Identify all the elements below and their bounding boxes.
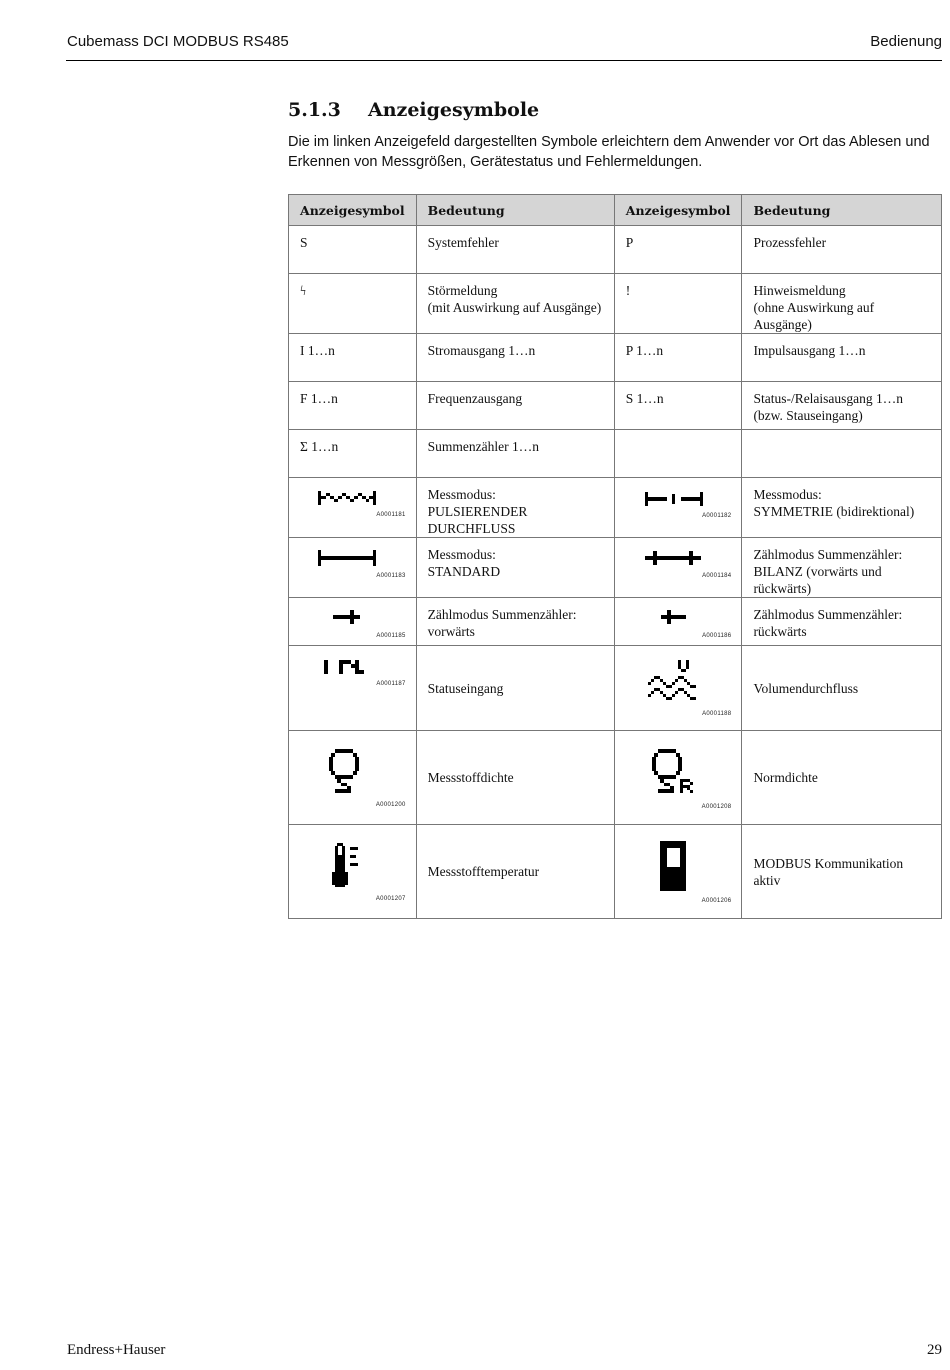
balance-icon bbox=[645, 550, 701, 566]
icon-cell bbox=[614, 731, 742, 825]
icon-cell bbox=[614, 825, 742, 919]
figure-code: A0001183 bbox=[376, 573, 406, 579]
figure-code: A0001186 bbox=[702, 633, 732, 639]
meaning-line: Systemfehler bbox=[427, 235, 499, 250]
meaning-line: Impulsausgang 1…n bbox=[753, 343, 866, 358]
header-divider bbox=[66, 60, 942, 61]
meaning-cell bbox=[742, 598, 942, 646]
meaning-line: Zählmodus Summenzähler: bbox=[753, 547, 903, 562]
figure-code: A0001206 bbox=[701, 898, 732, 904]
meaning-cell bbox=[742, 382, 942, 430]
table-row bbox=[289, 825, 942, 919]
column-header: Anzeigesymbol bbox=[614, 195, 742, 226]
symbol-cell: P bbox=[614, 226, 742, 274]
section-heading bbox=[288, 99, 539, 121]
figure-code: A0001185 bbox=[376, 633, 406, 639]
table-row bbox=[289, 731, 942, 825]
icon-cell bbox=[614, 478, 742, 538]
symbol-cell: S bbox=[289, 226, 417, 274]
meaning-cell: Normdichte bbox=[742, 731, 942, 825]
symbol-cell: S 1…n bbox=[614, 382, 742, 430]
meaning-cell bbox=[416, 478, 614, 538]
meaning-line: Summenzähler 1…n bbox=[427, 439, 539, 454]
meaning-cell bbox=[742, 478, 942, 538]
meaning-line: Status-/Relaisausgang 1…n bbox=[753, 391, 904, 406]
table-row bbox=[289, 538, 942, 598]
symbol-cell: I 1…n bbox=[289, 334, 417, 382]
meaning-line: Messmodus: bbox=[753, 487, 822, 502]
icon-cell bbox=[289, 538, 417, 598]
figure-code: A0001181 bbox=[376, 512, 406, 518]
section-number: 5.1.3 bbox=[288, 99, 341, 121]
section-title: Anzeigesymbole bbox=[368, 99, 540, 121]
meaning-line: Stromausgang 1…n bbox=[427, 343, 536, 358]
meaning-line: Zählmodus Summenzähler: bbox=[753, 607, 903, 622]
column-header: Bedeutung bbox=[416, 195, 614, 226]
meaning-line: (bzw. Stauseingang) bbox=[753, 408, 863, 423]
density-icon bbox=[329, 749, 361, 793]
table-row bbox=[289, 274, 942, 334]
table-row bbox=[289, 478, 942, 538]
meaning-cell bbox=[416, 538, 614, 598]
intro-paragraph: Die im linken Anzeigefeld dargestellten Symbole erleichtern dem Anwender vor Ort das Ablesen und Erkennen von Messgrößen, Gerätestatus und Fehlermeldungen. bbox=[288, 134, 930, 170]
icon-cell bbox=[614, 538, 742, 598]
table-row bbox=[289, 646, 942, 731]
meaning-line: BILANZ (vorwärts und rückwärts) bbox=[753, 564, 882, 596]
meaning-cell: Statuseingang bbox=[416, 646, 614, 731]
header-chapter: Bedienung bbox=[870, 33, 942, 50]
table-row bbox=[289, 382, 942, 430]
thermometer-icon bbox=[332, 843, 360, 887]
figure-code: A0001208 bbox=[701, 804, 732, 810]
icon-cell bbox=[289, 598, 417, 646]
reference-density-icon bbox=[652, 749, 694, 793]
table-row bbox=[289, 430, 942, 478]
meaning-cell bbox=[742, 274, 942, 334]
meaning-line: Messmodus: bbox=[427, 487, 496, 502]
modbus-icon bbox=[660, 841, 686, 891]
volume-flow-icon bbox=[648, 660, 696, 706]
meaning-cell bbox=[742, 430, 942, 478]
symbol-cell: ! bbox=[614, 274, 742, 334]
pulsating-flow-icon bbox=[318, 491, 376, 505]
meaning-cell bbox=[742, 334, 942, 382]
meaning-cell: Messstofftemperatur bbox=[416, 825, 614, 919]
meaning-line: (mit Auswirkung auf Ausgänge) bbox=[427, 300, 602, 315]
icon-cell bbox=[289, 825, 417, 919]
figure-code: A0001200 bbox=[375, 802, 406, 808]
meaning-line: PULSIERENDER DURCHFLUSS bbox=[427, 504, 528, 536]
meaning-cell bbox=[416, 274, 614, 334]
figure-code: A0001184 bbox=[702, 573, 732, 579]
meaning-line: Hinweismeldung bbox=[753, 283, 846, 298]
column-header: Anzeigesymbol bbox=[289, 195, 417, 226]
page-number: 29 bbox=[927, 1342, 942, 1358]
meaning-cell: Messstoffdichte bbox=[416, 731, 614, 825]
icon-cell bbox=[289, 478, 417, 538]
table-row bbox=[289, 226, 942, 274]
meaning-line: Frequenzausgang bbox=[427, 391, 523, 406]
meaning-line: rückwärts bbox=[753, 624, 807, 639]
column-header: Bedeutung bbox=[742, 195, 942, 226]
table-row bbox=[289, 598, 942, 646]
meaning-cell: Volumendurchfluss bbox=[742, 646, 942, 731]
meaning-line: Prozessfehler bbox=[753, 235, 827, 250]
meaning-line: Störmeldung bbox=[427, 283, 498, 298]
table-header-row bbox=[289, 195, 942, 226]
figure-code: A0001188 bbox=[702, 711, 732, 717]
symbol-cell: P 1…n bbox=[614, 334, 742, 382]
status-input-icon bbox=[324, 660, 366, 674]
meaning-line: (ohne Auswirkung auf Ausgänge) bbox=[753, 300, 875, 332]
symbol-cell bbox=[614, 430, 742, 478]
table-row bbox=[289, 334, 942, 382]
meaning-line: Zählmodus Summenzähler: bbox=[427, 607, 577, 622]
meaning-line: STANDARD bbox=[427, 564, 501, 579]
meaning-cell bbox=[416, 382, 614, 430]
backward-icon bbox=[661, 610, 686, 624]
standard-mode-icon bbox=[318, 550, 376, 566]
meaning-line: Messmodus: bbox=[427, 547, 496, 562]
meaning-cell bbox=[416, 598, 614, 646]
symbol-table bbox=[288, 194, 942, 919]
icon-cell bbox=[289, 646, 417, 731]
meaning-line: vorwärts bbox=[427, 624, 475, 639]
header-title: Cubemass DCI MODBUS RS485 bbox=[67, 33, 289, 50]
figure-code: A0001187 bbox=[376, 681, 406, 687]
icon-cell bbox=[289, 731, 417, 825]
figure-code: A0001207 bbox=[375, 896, 406, 902]
meaning-cell bbox=[416, 430, 614, 478]
meaning-cell bbox=[742, 226, 942, 274]
symbol-cell: ϟ bbox=[289, 274, 417, 334]
symbol-cell: Σ 1…n bbox=[289, 430, 417, 478]
meaning-cell bbox=[742, 538, 942, 598]
meaning-cell bbox=[416, 334, 614, 382]
icon-cell bbox=[614, 646, 742, 731]
figure-code: A0001182 bbox=[702, 513, 732, 519]
symmetry-icon bbox=[645, 492, 703, 506]
meaning-cell: MODBUS Kommunikation aktiv bbox=[742, 825, 942, 919]
footer-brand: Endress+Hauser bbox=[67, 1342, 166, 1358]
forward-icon bbox=[333, 610, 360, 624]
meaning-line: SYMMETRIE (bidirektional) bbox=[753, 504, 915, 519]
symbol-cell: F 1…n bbox=[289, 382, 417, 430]
meaning-cell bbox=[416, 226, 614, 274]
icon-cell bbox=[614, 598, 742, 646]
